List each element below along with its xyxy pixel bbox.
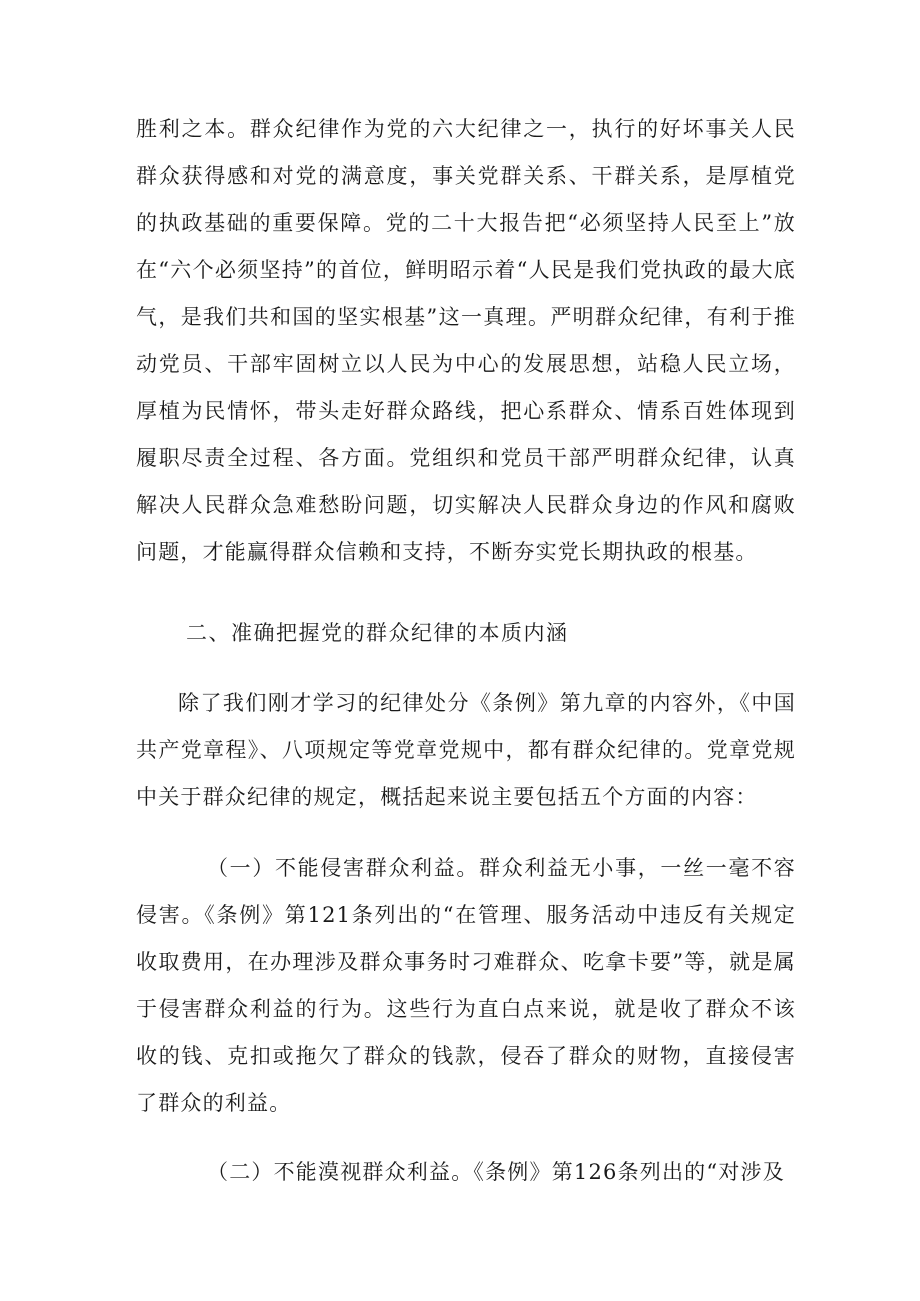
paragraph-mass-discipline-importance: 胜利之本。群众纪律作为党的六大纪律之一，执行的好坏事关人民群众获得感和对党的满意度，事关党群关系、干群关系，是厚植党的执政基础的重要保障。党的二十大报告把“必须坚持人民至上”放在“六个必须坚持”的首位，鲜明昭示着“人民是我们党执政的最大底气，是我们共和国的坚实根基”这一真理。严明群众纪律，有利于推动党员、干部牢固树立以人民为中心的发展思想，站稳人民立场，厚植为民情怀，带头走好群众路线，把心系群众、情系百姓体现到履职尽责全过程、各方面。党组织和党员干部严明群众纪律，认真解决人民群众急难愁盼问题，切实解决人民群众身边的作风和腐败问题，才能赢得群众信赖和支持，不断夯实党长期执政的根基。: [136, 117, 796, 564]
paragraph-regulations-overview: 除了我们刚才学习的纪律处分《条例》第九章的内容外，《中国共产党章程》、八项规定等党章党规中，都有群众纪律的。党章党规中关于群众纪律的规定，概括起来说主要包括五个方面的内容：: [136, 691, 796, 809]
section-heading-2: 二、准确把握党的群众纪律的本质内涵: [186, 621, 569, 645]
paragraph-item-2: （二）不能漠视群众利益。《条例》第126条列出的“对涉及: [207, 1160, 785, 1184]
paragraph-item-1: （一）不能侵害群众利益。群众利益无小事，一丝一毫不容侵害。《条例》第121条列出的“在管理、服务活动中违反有关规定收取费用，在办理涉及群众事务时刁难群众、吃拿卡要”等，就是属于侵害群众利益的行为。这些行为直白点来说，就是收了群众不该收的钱、克扣或拖欠了群众的钱款，侵吞了群众的财物，直接侵害了群众的利益。: [136, 856, 796, 1115]
